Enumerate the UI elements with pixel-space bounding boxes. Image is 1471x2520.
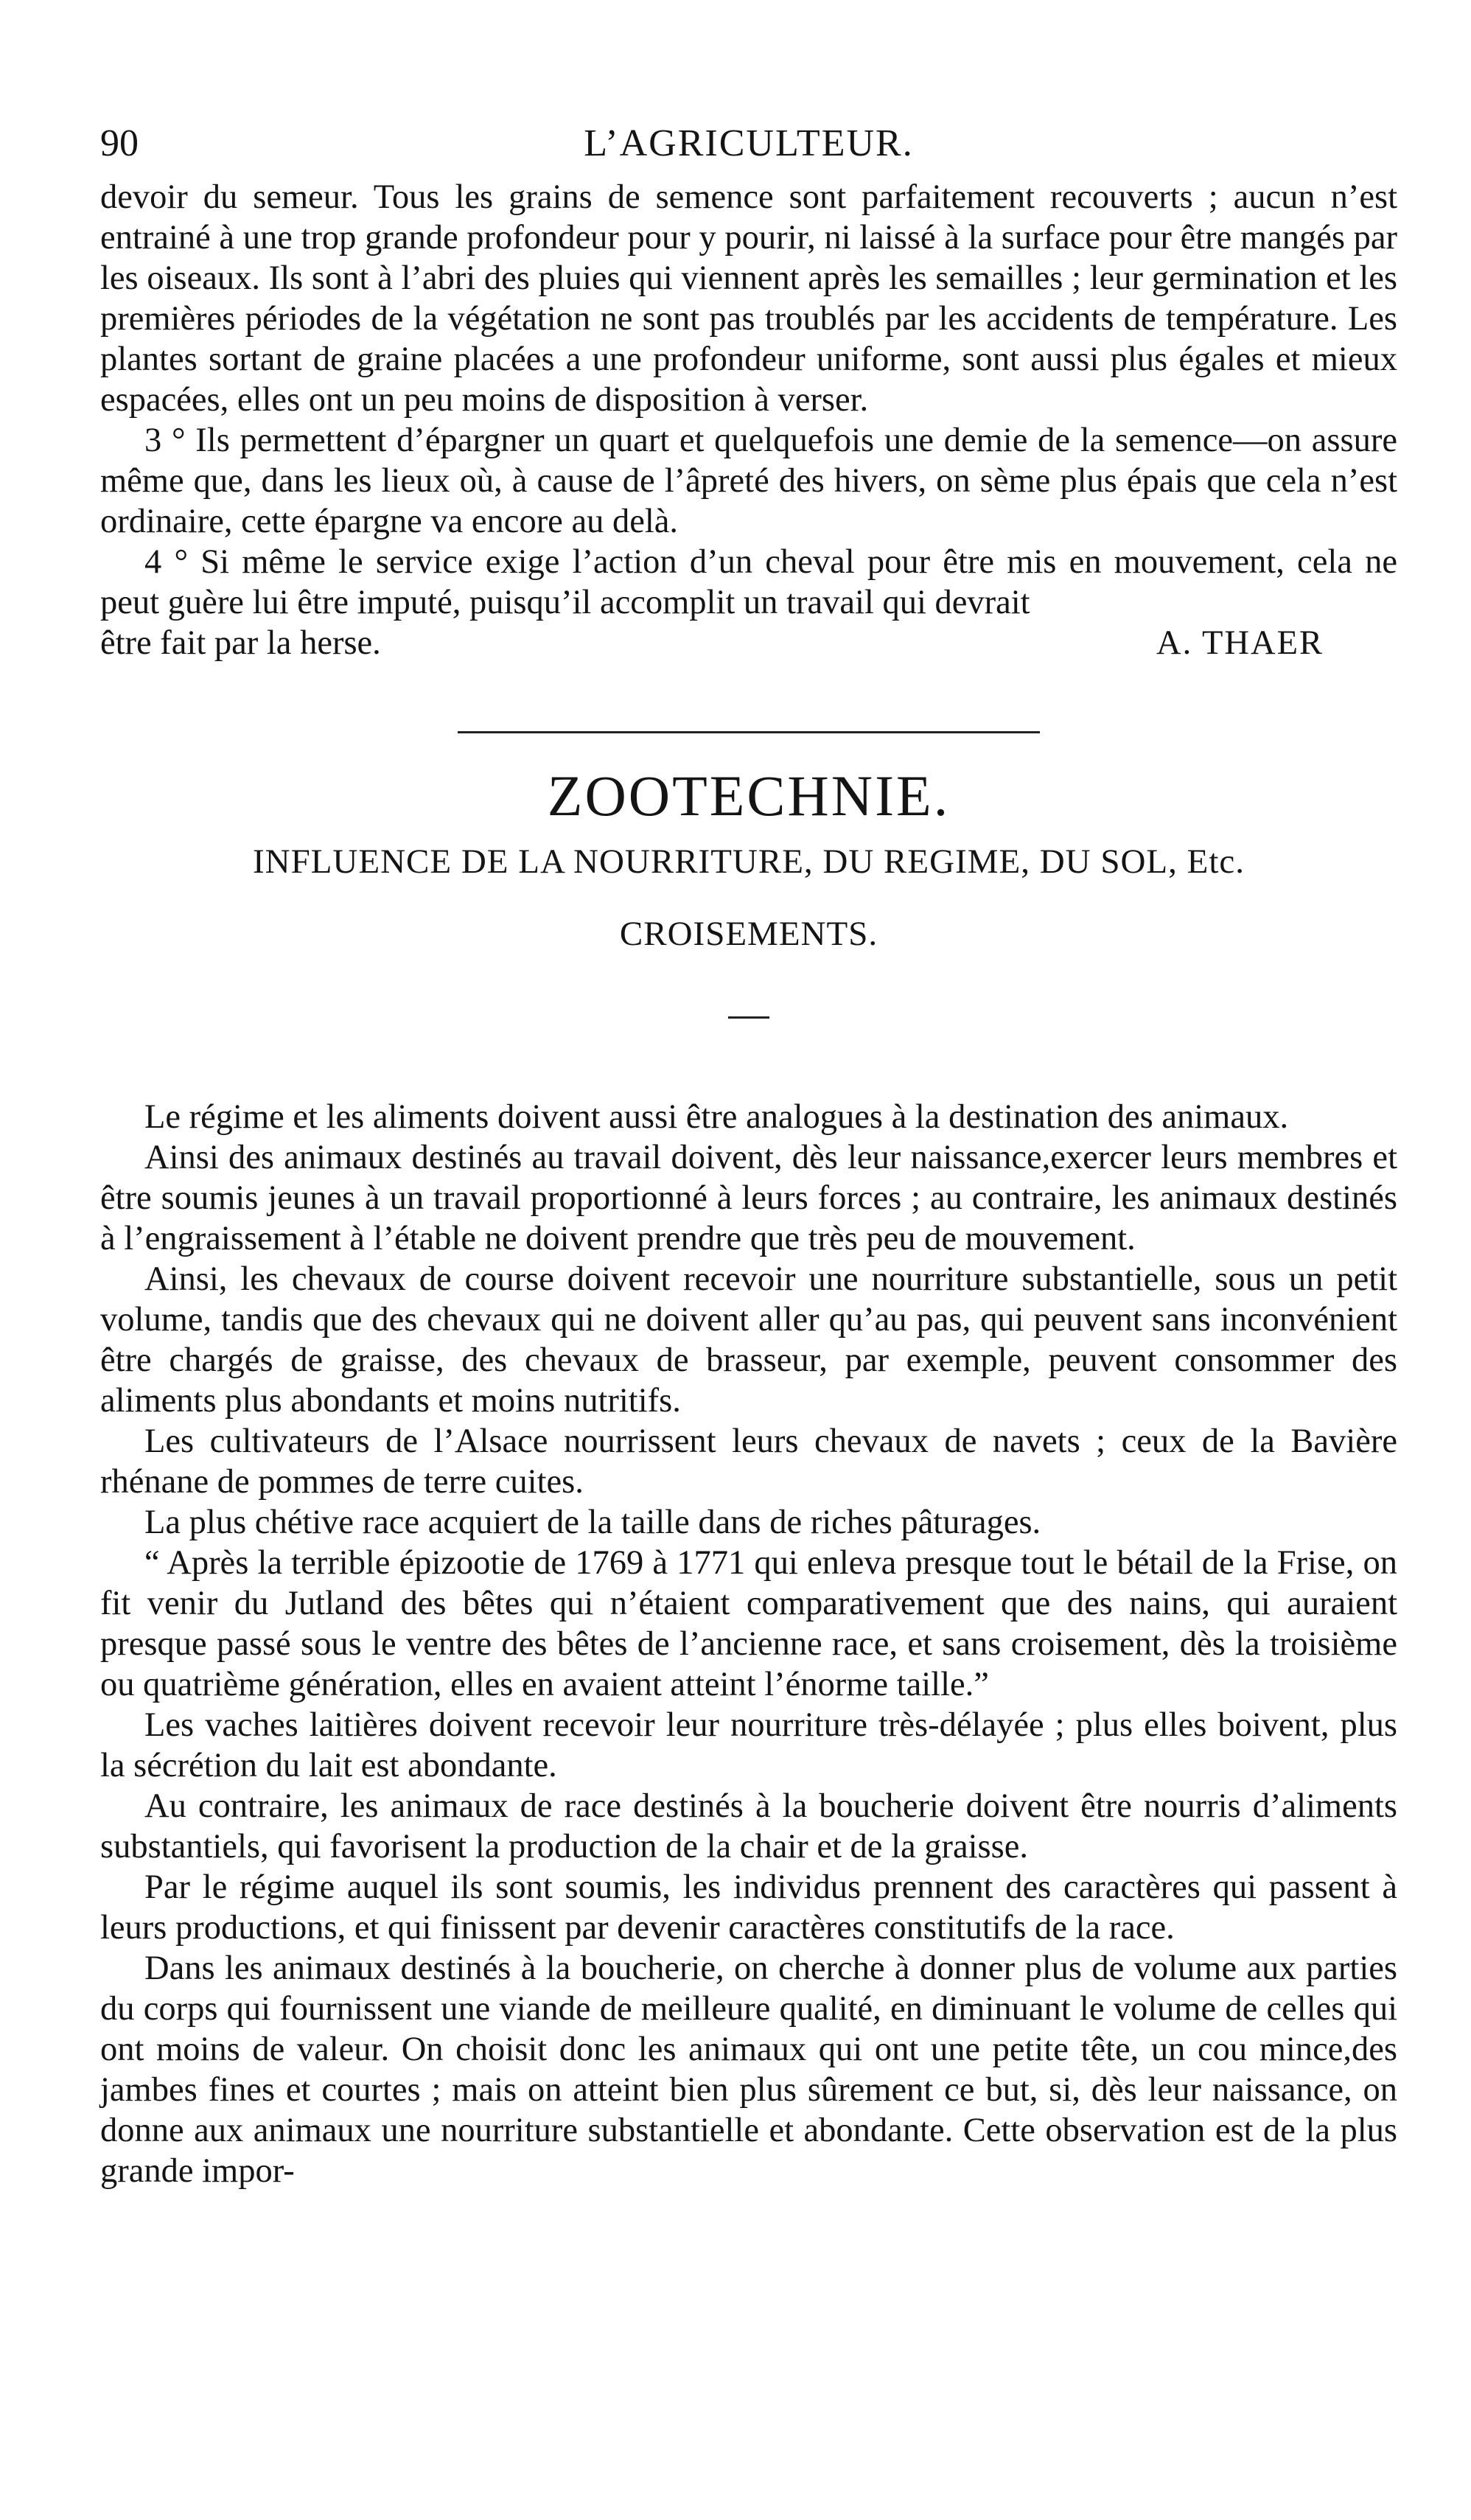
- paragraph: Ainsi des animaux destinés au travail doivent, dès leur naissance,exercer leurs membres et être soumis jeunes à un travail proportionné à leurs forces ; au contraire, les animaux destinés à l’engraissement à l’étable ne doivent prendre que très peu de mouvement.: [100, 1139, 1397, 1257]
- author-signature: A. THAER: [1156, 624, 1324, 662]
- paragraph: Ainsi, les chevaux de course doivent recevoir une nourriture substantielle, sous un petit volume, tandis que des chevaux qui ne doivent aller qu’au pas, qui peuvent sans inconvénient être chargés de graisse, des chevaux de brasseur, par exemple, peuvent consommer des aliments plus abondants et moins nutritifs.: [100, 1260, 1397, 1420]
- paragraph: La plus chétive race acquiert de la taille dans de riches pâturages.: [144, 1504, 1041, 1541]
- paragraph: Dans les animaux destinés à la boucherie, on cherche à donner plus de volume aux parties du corps qui fournissent une viande de meilleure qualité, en diminuant le volume de celles qui ont moins de valeur. On choisit donc les animaux qui ont une petite tête, un cou mince,des jambes fines et courtes ; mais on atteint bien plus sûrement ce but, si, dès leur naissance, on donne aux animaux une nourriture substantielle et abondante. Cette observation est de la plus grande impor-: [100, 1950, 1397, 2190]
- quoted-paragraph: “ Après la terrible épizootie de 1769 à 1771 qui enleva presque tout le bétail de la Frise, on fit venir du Jutland des bêtes qui n’étaient comparativement que des nains, qui auraient presque passé sous le ventre des bêtes de l’ancienne race, et sans croisement, dès la troisième ou quatrième génération, elles en avaient atteint l’énorme taille.”: [100, 1544, 1397, 1703]
- paragraph: Le régime et les aliments doivent aussi être analogues à la destination des animaux.: [144, 1098, 1289, 1136]
- section-body: [100, 1097, 1397, 2191]
- paragraph: Par le régime auquel ils sont soumis, les individus prennent des caractères qui passent à leurs productions, et qui finissent par devenir caractères constitutifs de la race.: [100, 1868, 1397, 1947]
- paragraph: Les cultivateurs de l’Alsace nourrissent leurs chevaux de navets ; ceux de la Bavière rhénane de pommes de terre cuites.: [100, 1423, 1397, 1501]
- numbered-paragraph-4: 4 ° Si même le service exige l’action d’un cheval pour être mis en mouvement, cela ne peut guère lui être imputé, puisqu’il accomplit un travail qui devrait: [100, 543, 1397, 621]
- section-subtitle: INFLUENCE DE LA NOURRITURE, DU REGIME, DU SOL, Etc.: [252, 842, 1245, 881]
- signature-line: [100, 623, 1397, 663]
- paragraph: Les vaches laitières doivent recevoir leur nourriture très-délayée ; plus elles boivent, plus la sécrétion du lait est abondante.: [100, 1706, 1397, 1784]
- page-number: 90: [100, 122, 139, 164]
- running-title: L’AGRICULTEUR.: [584, 122, 914, 164]
- section-subtitle-croisements: CROISEMENTS.: [619, 915, 878, 953]
- section-divider: [458, 731, 1040, 733]
- continuation-paragraph: devoir du semeur. Tous les grains de semence sont parfaitement recouverts ; aucun n’est entrainé à une trop grande profondeur pour y pourir, ni laissé à la surface pour être mangés par les oiseaux. Ils sont à l’abri des pluies qui viennent après les semailles ; leur germination et les premières périodes de la végétation ne sont pas troublés par les accidents de température. Les plantes sortant de graine placées a une profondeur uniforme, sont aussi plus égales et mieux espacées, elles ont un peu moins de disposition à verser.: [100, 178, 1397, 419]
- numbered-paragraph-3: 3 ° Ils permettent d’épargner un quart et quelquefois une demie de la semence—on assure même que, dans les lieux où, à cause de l’âpreté des hivers, on sème plus épais que cela n’est ordinaire, cette épargne va encore au delà.: [100, 422, 1397, 540]
- page: [100, 111, 1397, 2191]
- continuation-text: [100, 177, 1397, 663]
- paragraph: Au contraire, les animaux de race destinés à la boucherie doivent être nourris d’aliments substantiels, qui favorisent la production de la chair et de la graisse.: [100, 1787, 1397, 1865]
- closing-line: être fait par la herse.: [100, 624, 381, 662]
- short-divider: [728, 1016, 769, 1019]
- section-title: ZOOTECHNIE.: [547, 764, 951, 828]
- running-head: [100, 111, 1397, 177]
